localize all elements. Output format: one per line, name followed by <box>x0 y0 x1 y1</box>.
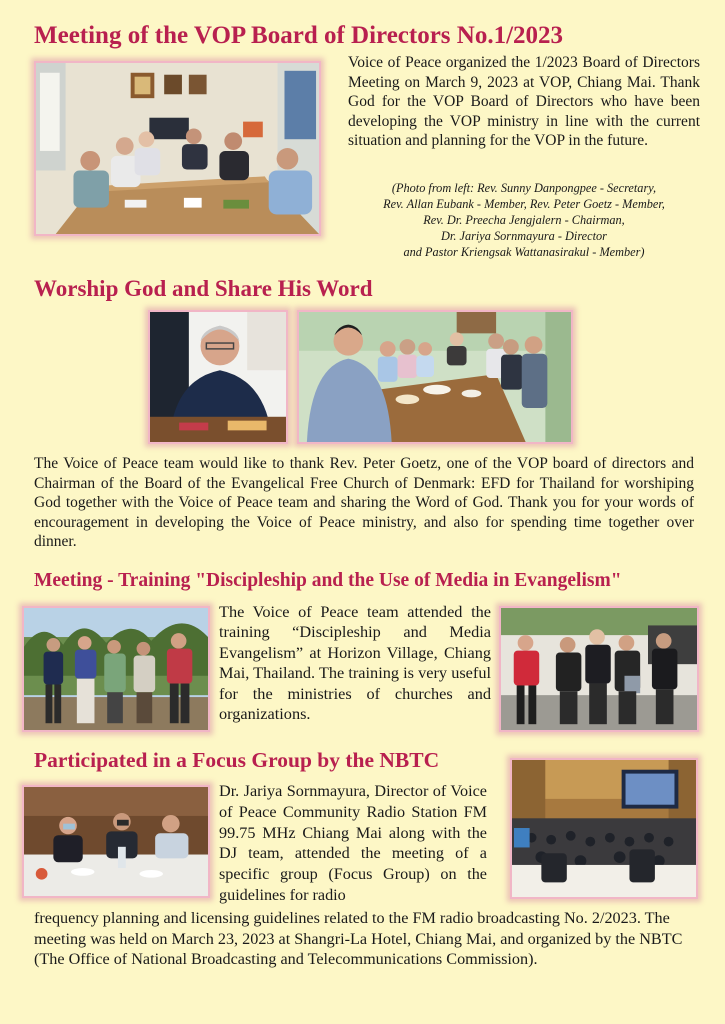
section4-body-full: frequency planning and licensing guidelines related to the FM radio broadcasting No. 2/2023. The meeting was held on March 23, 2023 at Shangri-La Hotel, Chiang Mai, and organized by the NBTC (The Office of National Broadcasting and Telecommunications Commission). <box>34 909 683 969</box>
photo-rev-goetz <box>148 310 288 444</box>
photo-caption <box>348 180 700 260</box>
section-title-training: Meeting - Training "Discipleship and the Use of Media in Evangelism" <box>34 570 622 591</box>
caption-line: Dr. Jariya Sornmayura - Director <box>441 229 607 243</box>
section3-body: The Voice of Peace team attended the training “Discipleship and Media Evangelism” at Horizon Village, Chiang Mai, Thailand. The training is very useful for the ministries of churches and organizations. <box>219 602 491 724</box>
section2-body: The Voice of Peace team would like to thank Rev. Peter Goetz, one of the VOP board of directors and Chairman of the Board of the Evangelical Free Church of Denmark: EFD for Thailand for worshiping God together with the Voice of Peace team and sharing the Word of God. Thank you for your words of encouragement in developing the Voice of Peace ministry, and also for spending time together over dinner. <box>34 455 694 551</box>
photo-focus-group-table <box>22 785 210 898</box>
caption-line: Rev. Dr. Preecha Jengjalern - Chairman, <box>423 213 625 227</box>
photo-team-dinner <box>297 310 573 444</box>
caption-line: (Photo from left: Rev. Sunny Danpongpee - Secretary, <box>391 181 657 195</box>
section-title-worship: Worship God and Share His Word <box>34 276 373 301</box>
caption-line: Rev. Allan Eubank - Member, Rev. Peter Goetz - Member, <box>383 197 665 211</box>
section4-body-side: Dr. Jariya Sornmayura, Director of Voice of Peace Community Radio Station FM 99.75 MHz Chiang Mai along with the DJ team, attended the meeting of a specific group (Focus Group) on the guidelines for radio <box>219 782 487 904</box>
caption-line: and Pastor Kriengsak Wattanasirakul - Member) <box>403 245 645 259</box>
photo-training-outdoor <box>499 606 699 732</box>
section-title-focus-group: Participated in a Focus Group by the NBTC <box>34 748 440 772</box>
photo-board-meeting <box>34 61 321 236</box>
photo-focus-group-hall <box>510 758 698 899</box>
section-title-board-meeting: Meeting of the VOP Board of Directors No.1/2023 <box>34 22 564 49</box>
photo-training-group <box>22 606 210 732</box>
section1-body: Voice of Peace organized the 1/2023 Board of Directors Meeting on March 9, 2023 at VOP, Chiang Mai. Thank God for the VOP Board of Directors who have been developing the VOP ministry in line with the current situation and planning for the VOP in the future. <box>348 54 700 150</box>
